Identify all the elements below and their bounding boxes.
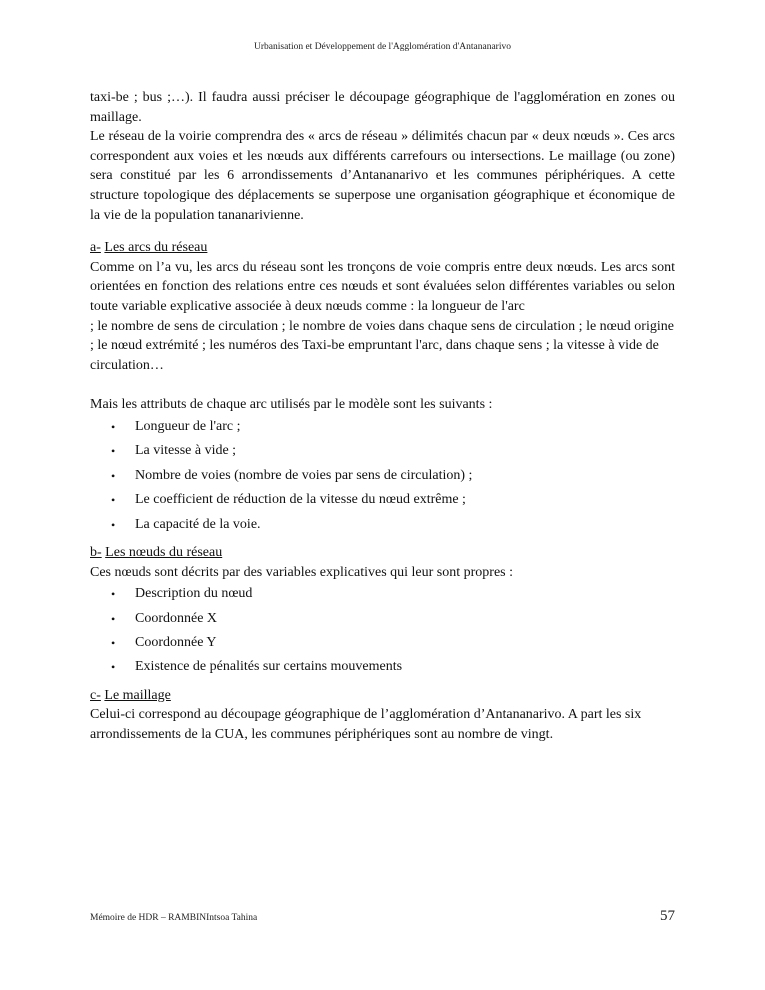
bullet-icon: • [111,419,116,434]
list-item: • Longueur de l'arc ; [90,415,675,439]
section-a-list-intro: Mais les attributs de chaque arc utilisés par le modèle sont les suivants : [90,397,493,413]
section-c-marker: c- [90,687,101,703]
bullet-icon: • [111,444,116,459]
bullet-icon: • [111,635,116,650]
section-c-paragraph: Celui-ci correspond au découpage géographique de l’agglomération d’Antananarivo. A part les six arrondissements de la CUA, les communes périphériques sont au nombre de vingt. [90,707,642,742]
intro-paragraph-1: taxi-be ; bus ;…). Il faudra aussi préciser le découpage géographique de l'agglomération en zones ou maillage. [90,90,675,125]
bullet-icon: • [111,517,116,532]
section-c-title: Le maillage [104,687,171,703]
list-item: • La vitesse à vide ; [90,439,675,463]
footer-author: Mémoire de HDR – RAMBINIntsoa Tahina [90,913,258,923]
bullet-icon: • [111,611,116,626]
list-item: • Existence de pénalités sur certains mouvements [90,655,675,679]
section-a-title: Les arcs du réseau [104,240,208,256]
page-body [90,88,675,745]
section-a-heading [90,238,675,258]
bullet-icon: • [111,468,116,483]
section-b-list-intro: Ces nœuds sont décrits par des variables explicatives qui leur sont propres : [90,564,514,580]
list-item: • Coordonnée X [90,607,675,631]
section-c-heading [90,686,675,706]
section-b-variable-list [90,582,675,680]
list-item: • Nombre de voies (nombre de voies par sens de circulation) ; [90,464,675,488]
section-a-paragraph-1: Comme on l’a vu, les arcs du réseau sont les tronçons de voie compris entre deux nœuds. Les arcs sont orientées en fonction des relations entre ces nœuds et sont évaluées selon différentes variables ou selon toute variable explicative associée à deux nœuds comme : la longueur de l'arc [90,259,675,314]
list-item: • Le coefficient de réduction de la vitesse du nœud extrême ; [90,488,675,512]
section-b-heading [90,543,675,563]
section-a-paragraph-2: ; le nombre de sens de circulation ; le nombre de voies dans chaque sens de circulation ; le nœud origine ; le nœud extrémité ; les numéros des Taxi-be empruntant l'arc, dans chaque sens ; la vitesse à vide de circulation… [90,318,674,373]
bullet-icon: • [111,587,116,602]
section-b-title: Les nœuds du réseau [105,544,223,560]
list-item: • Coordonnée Y [90,631,675,655]
page-number: 57 [660,908,675,924]
bullet-icon: • [111,660,116,675]
section-a-marker: a- [90,240,101,256]
section-b-marker: b- [90,544,102,560]
list-item: • Description du nœud [90,582,675,606]
bullet-icon: • [111,493,116,508]
list-item: • La capacité de la voie. [90,513,675,537]
running-header: Urbanisation et Développement de l'Agglomération d'Antananarivo [254,42,511,52]
section-a-attribute-list [90,415,675,537]
intro-paragraph-2: Le réseau de la voirie comprendra des « arcs de réseau » délimités chacun par « deux nœuds ». Ces arcs correspondent aux voies et les nœuds aux différents carrefours ou intersections. Le maillage (ou zone) sera constitué par les 6 arrondissements d’Antananarivo et les communes périphériques. A cette structure topologique des déplacements se superpose une organisation géographique et économique de la vie de la population tananarivienne. [90,129,675,223]
